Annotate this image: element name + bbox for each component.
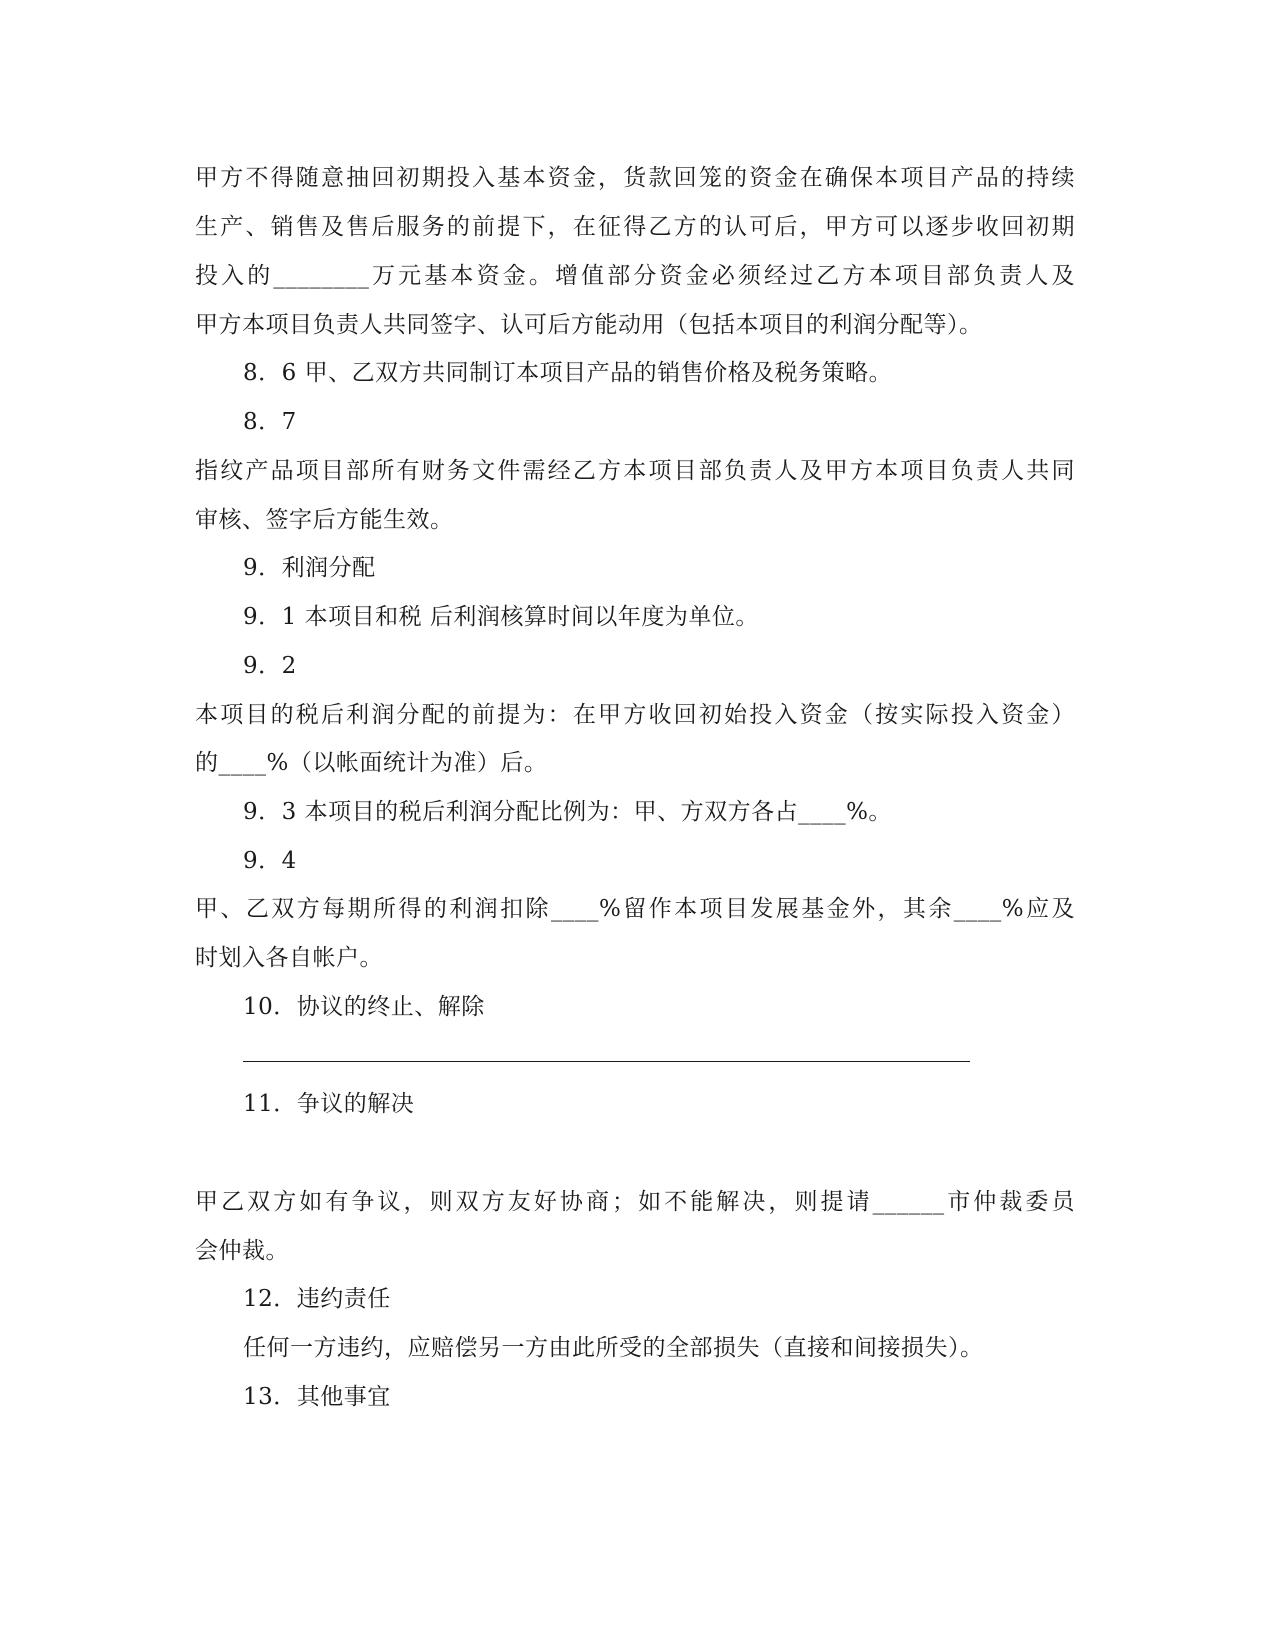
clause-9-4-number: 9．4 <box>243 848 297 874</box>
clause-8-6: 8．6 甲、乙双方共同制订本项目产品的销售价格及税务策略。 <box>243 360 893 386</box>
section-heading-11: 11．争议的解决 <box>243 1091 415 1117</box>
paragraph-line: 本项目的税后利润分配的前提为：在甲方收回初始投入资金（按实际投入资金） <box>195 702 1075 728</box>
clause-8-7-number: 8．7 <box>243 409 297 435</box>
paragraph-line: 甲、乙双方每期所得的利润扣除____%留作本项目发展基金外，其余____%应及 <box>195 896 1075 922</box>
blank-fill-line <box>243 1061 970 1062</box>
clause-9-2-number: 9．2 <box>243 653 297 679</box>
clause-9-1: 9．1 本项目和税 后利润核算时间以年度为单位。 <box>243 604 759 630</box>
paragraph-line: 甲方本项目负责人共同签字、认可后方能动用（包括本项目的利润分配等）。 <box>195 312 983 338</box>
section-heading-10: 10．协议的终止、解除 <box>243 994 485 1020</box>
paragraph-line: 的____%（以帐面统计为准）后。 <box>195 750 548 776</box>
paragraph-line: 时划入各自帐户。 <box>195 945 383 971</box>
section-heading-12: 12．违约责任 <box>243 1286 391 1312</box>
section-heading-13: 13．其他事宜 <box>243 1384 391 1410</box>
clause-9-3: 9．3 本项目的税后利润分配比例为：甲、方双方各占____%。 <box>243 799 892 825</box>
paragraph-line: 任何一方违约，应赔偿另一方由此所受的全部损失（直接和间接损失）。 <box>243 1335 984 1361</box>
paragraph-line: 投入的________万元基本资金。增值部分资金必须经过乙方本项目部负责人及 <box>195 263 1075 289</box>
paragraph-line: 生产、销售及售后服务的前提下，在征得乙方的认可后，甲方可以逐步收回初期 <box>195 214 1075 240</box>
paragraph-line: 指纹产品项目部所有财务文件需经乙方本项目部负责人及甲方本项目负责人共同 <box>195 458 1075 484</box>
paragraph-line: 会仲裁。 <box>195 1238 289 1264</box>
paragraph-line: 甲方不得随意抽回初期投入基本资金，货款回笼的资金在确保本项目产品的持续 <box>195 165 1075 191</box>
paragraph-line: 审核、签字后方能生效。 <box>195 507 454 533</box>
paragraph-line: 甲乙双方如有争议，则双方友好协商；如不能解决，则提请______市仲裁委员 <box>195 1189 1075 1215</box>
section-heading-9: 9．利润分配 <box>243 555 376 581</box>
